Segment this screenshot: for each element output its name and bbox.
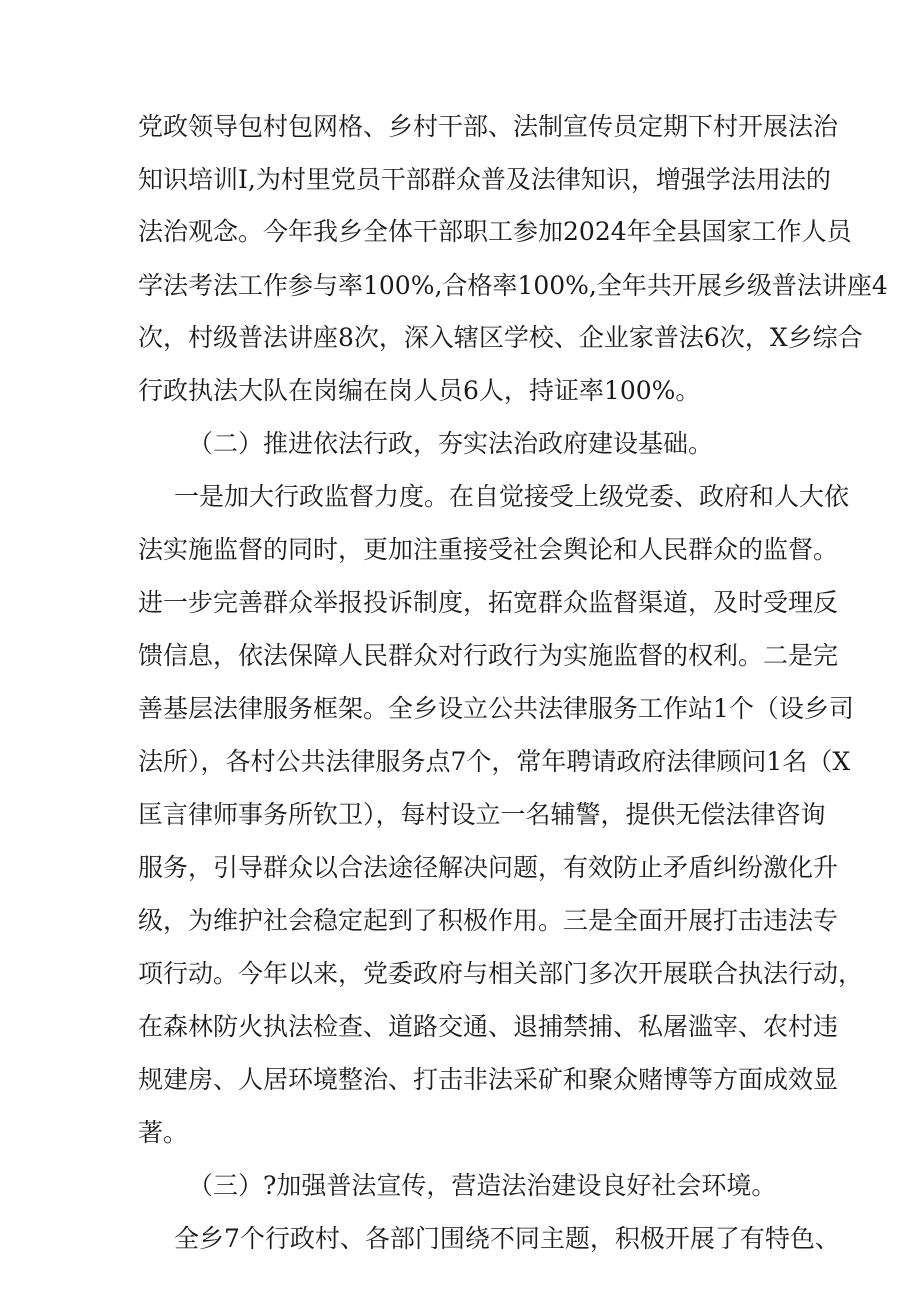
- body-line: 全乡7个行政村、各部门围绕不同主题，积极开展了有特色、: [174, 1224, 840, 1253]
- body-line: 次，村级普法讲座8次，深入辖区学校、企业家普法6次，X乡综合: [138, 323, 863, 352]
- body-line: 级，为维护社会稳定起到了积极作用。三是全面开展打击违法专: [138, 906, 839, 935]
- body-line: 在森林防火执法检查、道路交通、退捕禁捕、私屠滥宰、农村违: [138, 1012, 839, 1041]
- body-line: 服务，引导群众以合法途径解决问题，有效防止矛盾纠纷激化升: [138, 853, 839, 882]
- body-line: 学法考法工作参与率100%,合格率100%,全年共开展乡级普法讲座4: [138, 271, 888, 300]
- body-line: 善基层法律服务框架。全乡设立公共法律服务工作站1个（设乡司: [138, 694, 854, 723]
- body-line: 法实施监督的同时，更加注重接受社会舆论和人民群众的监督。: [138, 535, 839, 564]
- body-line: 法所），各村公共法律服务点7个，常年聘请政府法律顾问1名（X: [138, 747, 851, 776]
- body-line: 行政执法大队在岗编在岗人员6人，持证率100%。: [138, 376, 701, 405]
- section-heading: （二）推进依法行政，夯实法治政府建设基础。: [188, 429, 714, 458]
- body-line: 著。: [138, 1118, 189, 1147]
- body-line: 一是加大行政监督力度。在自觉接受上级党委、政府和人大依: [174, 482, 850, 511]
- body-line: 进一步完善群众举报投诉制度，拓宽群众监督渠道，及时受理反: [138, 588, 839, 617]
- body-line: 项行动。今年以来，党委政府与相关部门多次开展联合执法行动，: [138, 959, 864, 988]
- body-line: 匡言律师事务所钦卫），每村设立一名辅警，提供无偿法律咨询: [138, 800, 826, 829]
- body-line: 党政领导包村包网格、乡村干部、法制宣传员定期下村开展法治: [138, 112, 839, 141]
- section-heading: （三）?加强普法宣传，营造法治建设良好社会环境。: [188, 1171, 777, 1200]
- body-line: 知识培训I,为村里党员干部群众普及法律知识，增强学法用法的: [138, 165, 831, 194]
- body-line: 规建房、人居环境整治、打击非法采矿和聚众赌博等方面成效显: [138, 1065, 839, 1094]
- body-line: 法治观念。今年我乡全体干部职工参加2024年全县国家工作人员: [138, 217, 852, 246]
- body-line: 馈信息，依法保障人民群众对行政行为实施监督的权利。二是完: [138, 641, 839, 670]
